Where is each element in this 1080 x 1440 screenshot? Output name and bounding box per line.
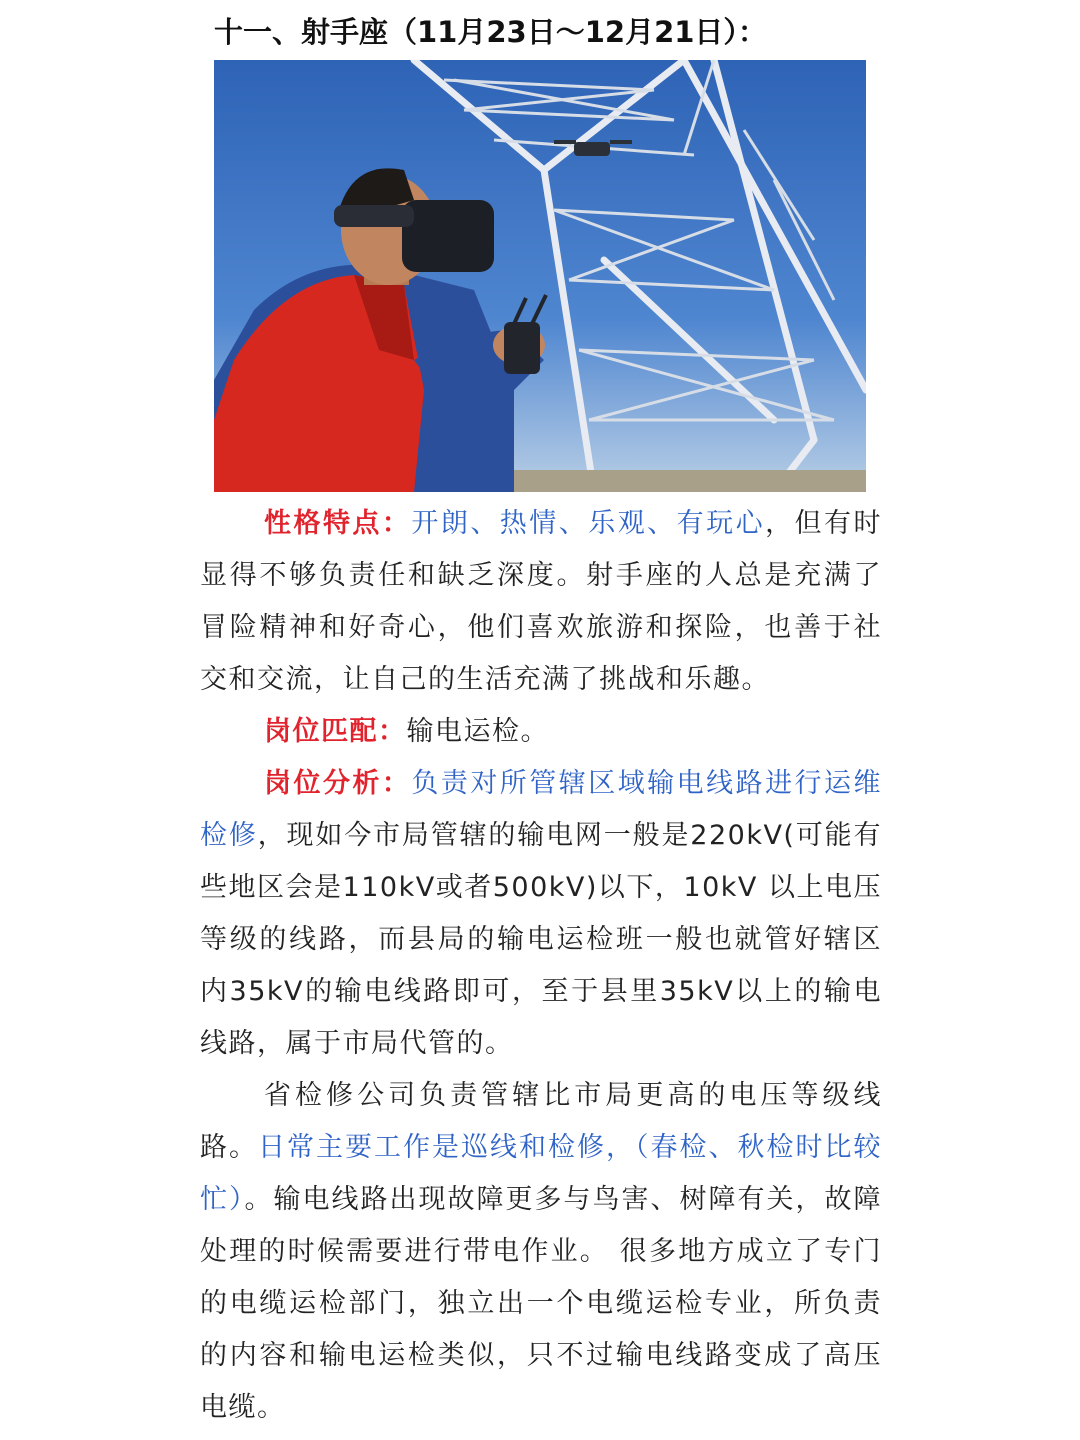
personality-text: ，但有时显得不够负责任和缺乏深度。射手座的人总是充满了冒险精神和好奇心，他们喜欢旅游和探险，也善于社交和交流，让自己的生活充满了挑战和乐趣。 (200, 508, 883, 695)
provincial-highlight: 日常主要工作是巡线和检修，（春检、秋检时比较忙） (200, 1132, 882, 1215)
personality-highlight: 开朗、热情、乐观、有玩心 (411, 508, 766, 539)
article-photo (214, 60, 866, 492)
paragraph-job-analysis (200, 758, 882, 1070)
paragraph-personality (200, 498, 882, 706)
drone-operator-power-tower-photo (214, 60, 866, 492)
page-title: 十一、射手座（11月23日～12月21日）： (214, 15, 767, 49)
job-match-text: 输电运检。 (406, 716, 549, 747)
article-body (200, 498, 882, 1434)
label-job-analysis: 岗位分析： (264, 768, 412, 799)
paragraph-job-match (200, 706, 882, 758)
job-analysis-highlight: 负责对所管辖区域输电线路进行运维检修 (200, 768, 882, 851)
provincial-text-before: 省检修公司负责管辖比市局更高的电压等级线路。 (200, 1080, 882, 1163)
provincial-text-after: 。输电线路出现故障更多与鸟害、树障有关，故障处理的时候需要进行带电作业。 很多地方成立了专门的电缆运检部门，独立出一个电缆运检专业，所负责的内容和输电运检类似，只不过输电线路变成了高压电缆。 (200, 1184, 882, 1423)
label-job-match: 岗位匹配： (264, 716, 407, 747)
job-analysis-text: ，现如今市局管辖的输电网一般是220kV(可能有些地区会是110kV或者500kV)以下，10kV 以上电压等级的线路，而县局的输电运检班一般也就管好辖区内35kV的输电线路即可，至于县里35kV以上的输电线路，属于市局代管的。 (200, 820, 882, 1059)
paragraph-provincial (200, 1070, 882, 1434)
label-personality: 性格特点： (264, 508, 412, 539)
